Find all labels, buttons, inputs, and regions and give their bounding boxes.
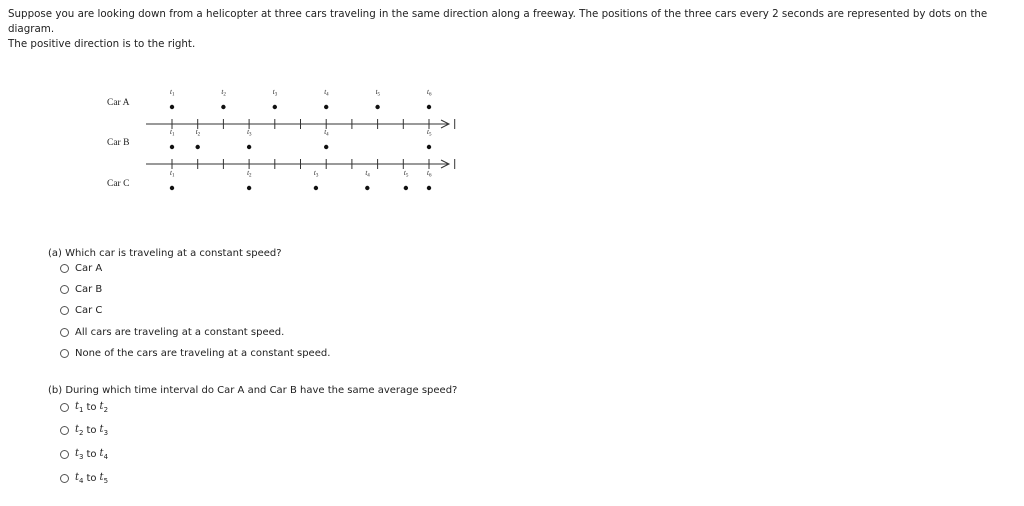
- time-label: $t_2$: [247, 169, 252, 179]
- position-dot: [170, 186, 174, 190]
- time-label: $t_6$: [427, 88, 432, 98]
- car-position-diagram: [0, 0, 1024, 240]
- car-label: Car C: [107, 179, 130, 189]
- question-a-option-car-b[interactable]: [60, 284, 102, 295]
- car-row-car-a: [107, 88, 432, 109]
- time-label: $t_6$: [427, 169, 432, 179]
- time-start: $t_3$: [75, 448, 84, 461]
- option-label: Car B: [75, 284, 103, 295]
- position-dot: [427, 105, 431, 109]
- position-dot: [273, 105, 277, 109]
- time-start: $t_1$: [75, 401, 84, 414]
- car-row-car-b: [107, 128, 432, 149]
- time-label: $t_5$: [427, 128, 432, 138]
- radio-button[interactable]: [60, 474, 69, 483]
- time-label: $t_1$: [170, 169, 175, 179]
- time-label: $t_5$: [375, 88, 381, 98]
- question-b-option-t1-t2[interactable]: [60, 401, 108, 414]
- time-end: $t_4$: [99, 448, 109, 461]
- to-word: to: [86, 425, 97, 436]
- position-dot: [427, 186, 431, 190]
- position-dot: [247, 145, 251, 149]
- time-label: $t_3$: [247, 128, 252, 138]
- time-label: $t_1$: [170, 88, 175, 98]
- position-dot: [324, 145, 328, 149]
- position-dot: [375, 105, 379, 109]
- question-a-prompt: (a) Which car is traveling at a constant speed?: [48, 248, 282, 259]
- time-start: $t_2$: [75, 424, 84, 437]
- time-start: $t_4$: [75, 472, 84, 485]
- time-label: $t_3$: [272, 88, 278, 98]
- position-dot: [196, 145, 200, 149]
- question-a-option-all[interactable]: [60, 327, 284, 338]
- position-axes: [146, 119, 455, 169]
- position-dot: [365, 186, 369, 190]
- time-label: $t_4$: [324, 88, 329, 98]
- position-dot: [170, 105, 174, 109]
- option-label: Car A: [75, 263, 103, 274]
- radio-button[interactable]: [60, 328, 69, 337]
- radio-button[interactable]: [60, 264, 69, 273]
- option-label: All cars are traveling at a constant speed.: [75, 327, 285, 338]
- position-dot: [170, 145, 174, 149]
- question-b-option-t3-t4[interactable]: [60, 448, 108, 461]
- question-b-option-t4-t5[interactable]: [60, 472, 108, 485]
- time-label: $t_1$: [170, 128, 175, 138]
- intro-line-1: Suppose you are looking down from a helicopter at three cars traveling in the same direction along a freeway. The positions of the three cars every 2 seconds are represented by dots on the diagram.: [8, 8, 988, 35]
- car-row-car-c: [107, 169, 432, 190]
- time-end: $t_5$: [99, 472, 109, 485]
- position-dot: [427, 145, 431, 149]
- time-label: $t_2$: [195, 128, 201, 138]
- position-dot: [221, 105, 225, 109]
- to-word: to: [86, 449, 97, 460]
- radio-button[interactable]: [60, 285, 69, 294]
- question-b-option-t2-t3[interactable]: [60, 424, 108, 437]
- question-a-option-car-a[interactable]: [60, 263, 102, 274]
- car-rows: [107, 88, 432, 190]
- time-label: $t_2$: [221, 88, 226, 98]
- radio-button[interactable]: [60, 403, 69, 412]
- radio-button[interactable]: [60, 306, 69, 315]
- intro-line-2: The positive direction is to the right.: [8, 38, 196, 50]
- time-label: $t_3$: [313, 169, 319, 179]
- time-end: $t_3$: [99, 424, 109, 437]
- question-a-option-car-c[interactable]: [60, 305, 102, 316]
- position-dot: [247, 186, 251, 190]
- time-end: $t_2$: [99, 401, 109, 414]
- time-label: $t_5$: [403, 169, 409, 179]
- radio-button[interactable]: [60, 349, 69, 358]
- position-dot: [404, 186, 408, 190]
- question-a-option-none[interactable]: [60, 348, 330, 359]
- car-label: Car B: [107, 138, 130, 148]
- car-label: Car A: [107, 98, 130, 108]
- question-b: [48, 385, 648, 495]
- question-b-prompt: (b) During which time interval do Car A and Car B have the same average speed?: [48, 385, 458, 396]
- position-dot: [324, 105, 328, 109]
- to-word: to: [86, 473, 97, 484]
- time-label: $t_4$: [365, 169, 370, 179]
- position-dot: [314, 186, 318, 190]
- to-word: to: [86, 402, 97, 413]
- time-label: $t_4$: [324, 128, 329, 138]
- option-label: Car C: [75, 305, 103, 316]
- question-a: [48, 248, 648, 368]
- radio-button[interactable]: [60, 426, 69, 435]
- radio-button[interactable]: [60, 450, 69, 459]
- option-label: None of the cars are traveling at a constant speed.: [75, 348, 331, 359]
